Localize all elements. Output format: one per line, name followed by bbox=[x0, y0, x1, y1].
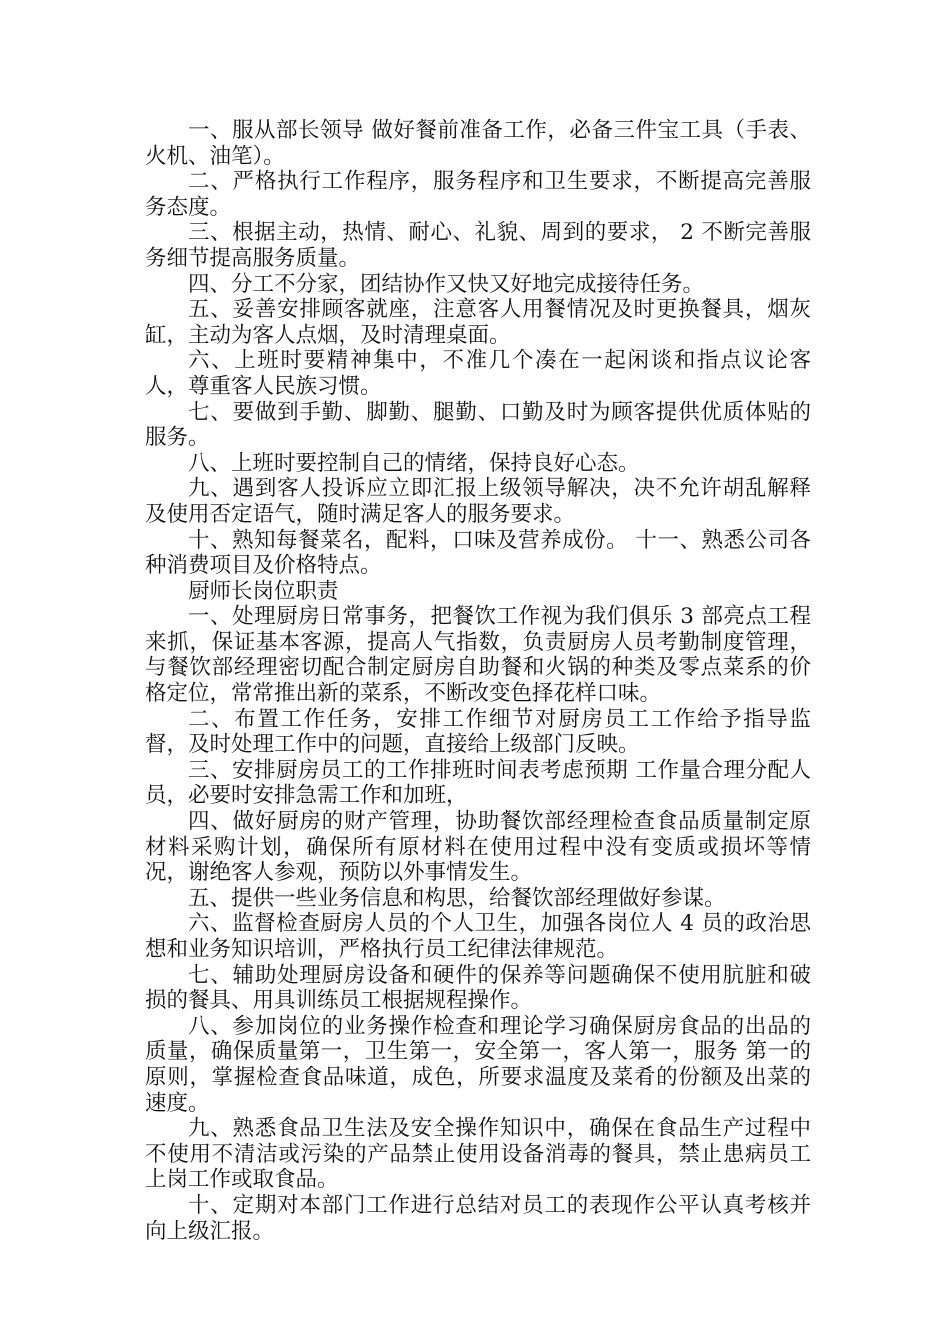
paragraph: 二、严格执行工作程序，服务程序和卫生要求，不断提高完善服务态度。 bbox=[145, 169, 811, 220]
paragraph: 九、熟悉食品卫生法及安全操作知识中，确保在食品生产过程中不使用不清洁或污染的产品禁止使用设备消毒的餐具，禁止患病员工上岗工作或取食品。 bbox=[145, 1116, 811, 1193]
paragraph: 八、参加岗位的业务操作检查和理论学习确保厨房食品的出品的质量，确保质量第一，卫生第一，安全第一，客人第一，服务 第一的原则，掌握检查食品味道，成色，所要求温度及菜肴的份额及出菜的速度。 bbox=[145, 1013, 811, 1116]
paragraph: 十、熟知每餐菜名，配料，口味及营养成份。 十一、熟悉公司各种消费项目及价格特点。 bbox=[145, 527, 811, 579]
paragraph: 七、要做到手勤、脚勤、腿勤、口勤及时为顾客提供优质体贴的服务。 bbox=[145, 399, 811, 451]
paragraph: 九、遇到客人投诉应立即汇报上级领导解决，决不允许胡乱解释及使用否定语气，随时满足客人的服务要求。 bbox=[145, 476, 811, 527]
paragraph: 五、提供一些业务信息和构思，给餐饮部经理做好参谋。 bbox=[188, 885, 726, 911]
paragraph: 一、服从部长领导 做好餐前准备工作，必备三件宝工具（手表、火机、油笔）。 bbox=[145, 118, 811, 169]
section-heading: 厨师长岗位职责 bbox=[188, 578, 339, 604]
paragraph: 十、定期对本部门工作进行总结对员工的表现作公平认真考核并向上级汇报。 bbox=[145, 1192, 811, 1244]
paragraph: 六、监督检查厨房人员的个人卫生，加强各岗位人 4 员的政治思想和业务知识培训，严格执行员工纪律法律规范。 bbox=[145, 911, 811, 962]
paragraph: 四、做好厨房的财产管理，协助餐饮部经理检查食品质量制定原材料采购计划，确保所有原材料在使用过程中没有变质或损坏等情况，谢绝客人参观，预防以外事情发生。 bbox=[145, 809, 811, 886]
paragraph: 一、处理厨房日常事务，把餐饮工作视为我们俱乐 3 部亮点工程来抓，保证基本客源，提高人气指数，负责厨房人员考勤制度管理，与餐饮部经理密切配合制定厨房自助餐和火锅的种类及零点菜系的价格定位，常常推出新的菜系，不断改变色择花样口味。 bbox=[145, 604, 811, 707]
paragraph: 五、妥善安排顾客就座，注意客人用餐情况及时更换餐具，烟灰缸，主动为客人点烟，及时清理桌面。 bbox=[145, 297, 811, 348]
paragraph: 六、上班时要精神集中，不准几个凑在一起闲谈和指点议论客人，尊重客人民族习惯。 bbox=[145, 348, 811, 399]
paragraph: 四、分工不分家，团结协作又快又好地完成接待任务。 bbox=[188, 271, 705, 297]
paragraph: 七、辅助处理厨房设备和硬件的保养等问题确保不使用肮脏和破损的餐具、用具训练员工根据规程操作。 bbox=[145, 962, 811, 1014]
paragraph: 三、根据主动，热情、耐心、礼貌、周到的要求， 2 不断完善服务细节提高服务质量。 bbox=[145, 220, 811, 271]
document-body bbox=[145, 118, 811, 1244]
paragraph: 三、安排厨房员工的工作排班时间表考虑预期 工作量合理分配人员，必要时安排急需工作和加班， bbox=[145, 757, 811, 809]
paragraph: 八、上班时要控制自己的情绪，保持良好心态。 bbox=[188, 450, 640, 476]
paragraph: 二、布置工作任务，安排工作细节对厨房员工工作给予指导监督，及时处理工作中的问题，直接给上级部门反映。 bbox=[145, 706, 811, 758]
